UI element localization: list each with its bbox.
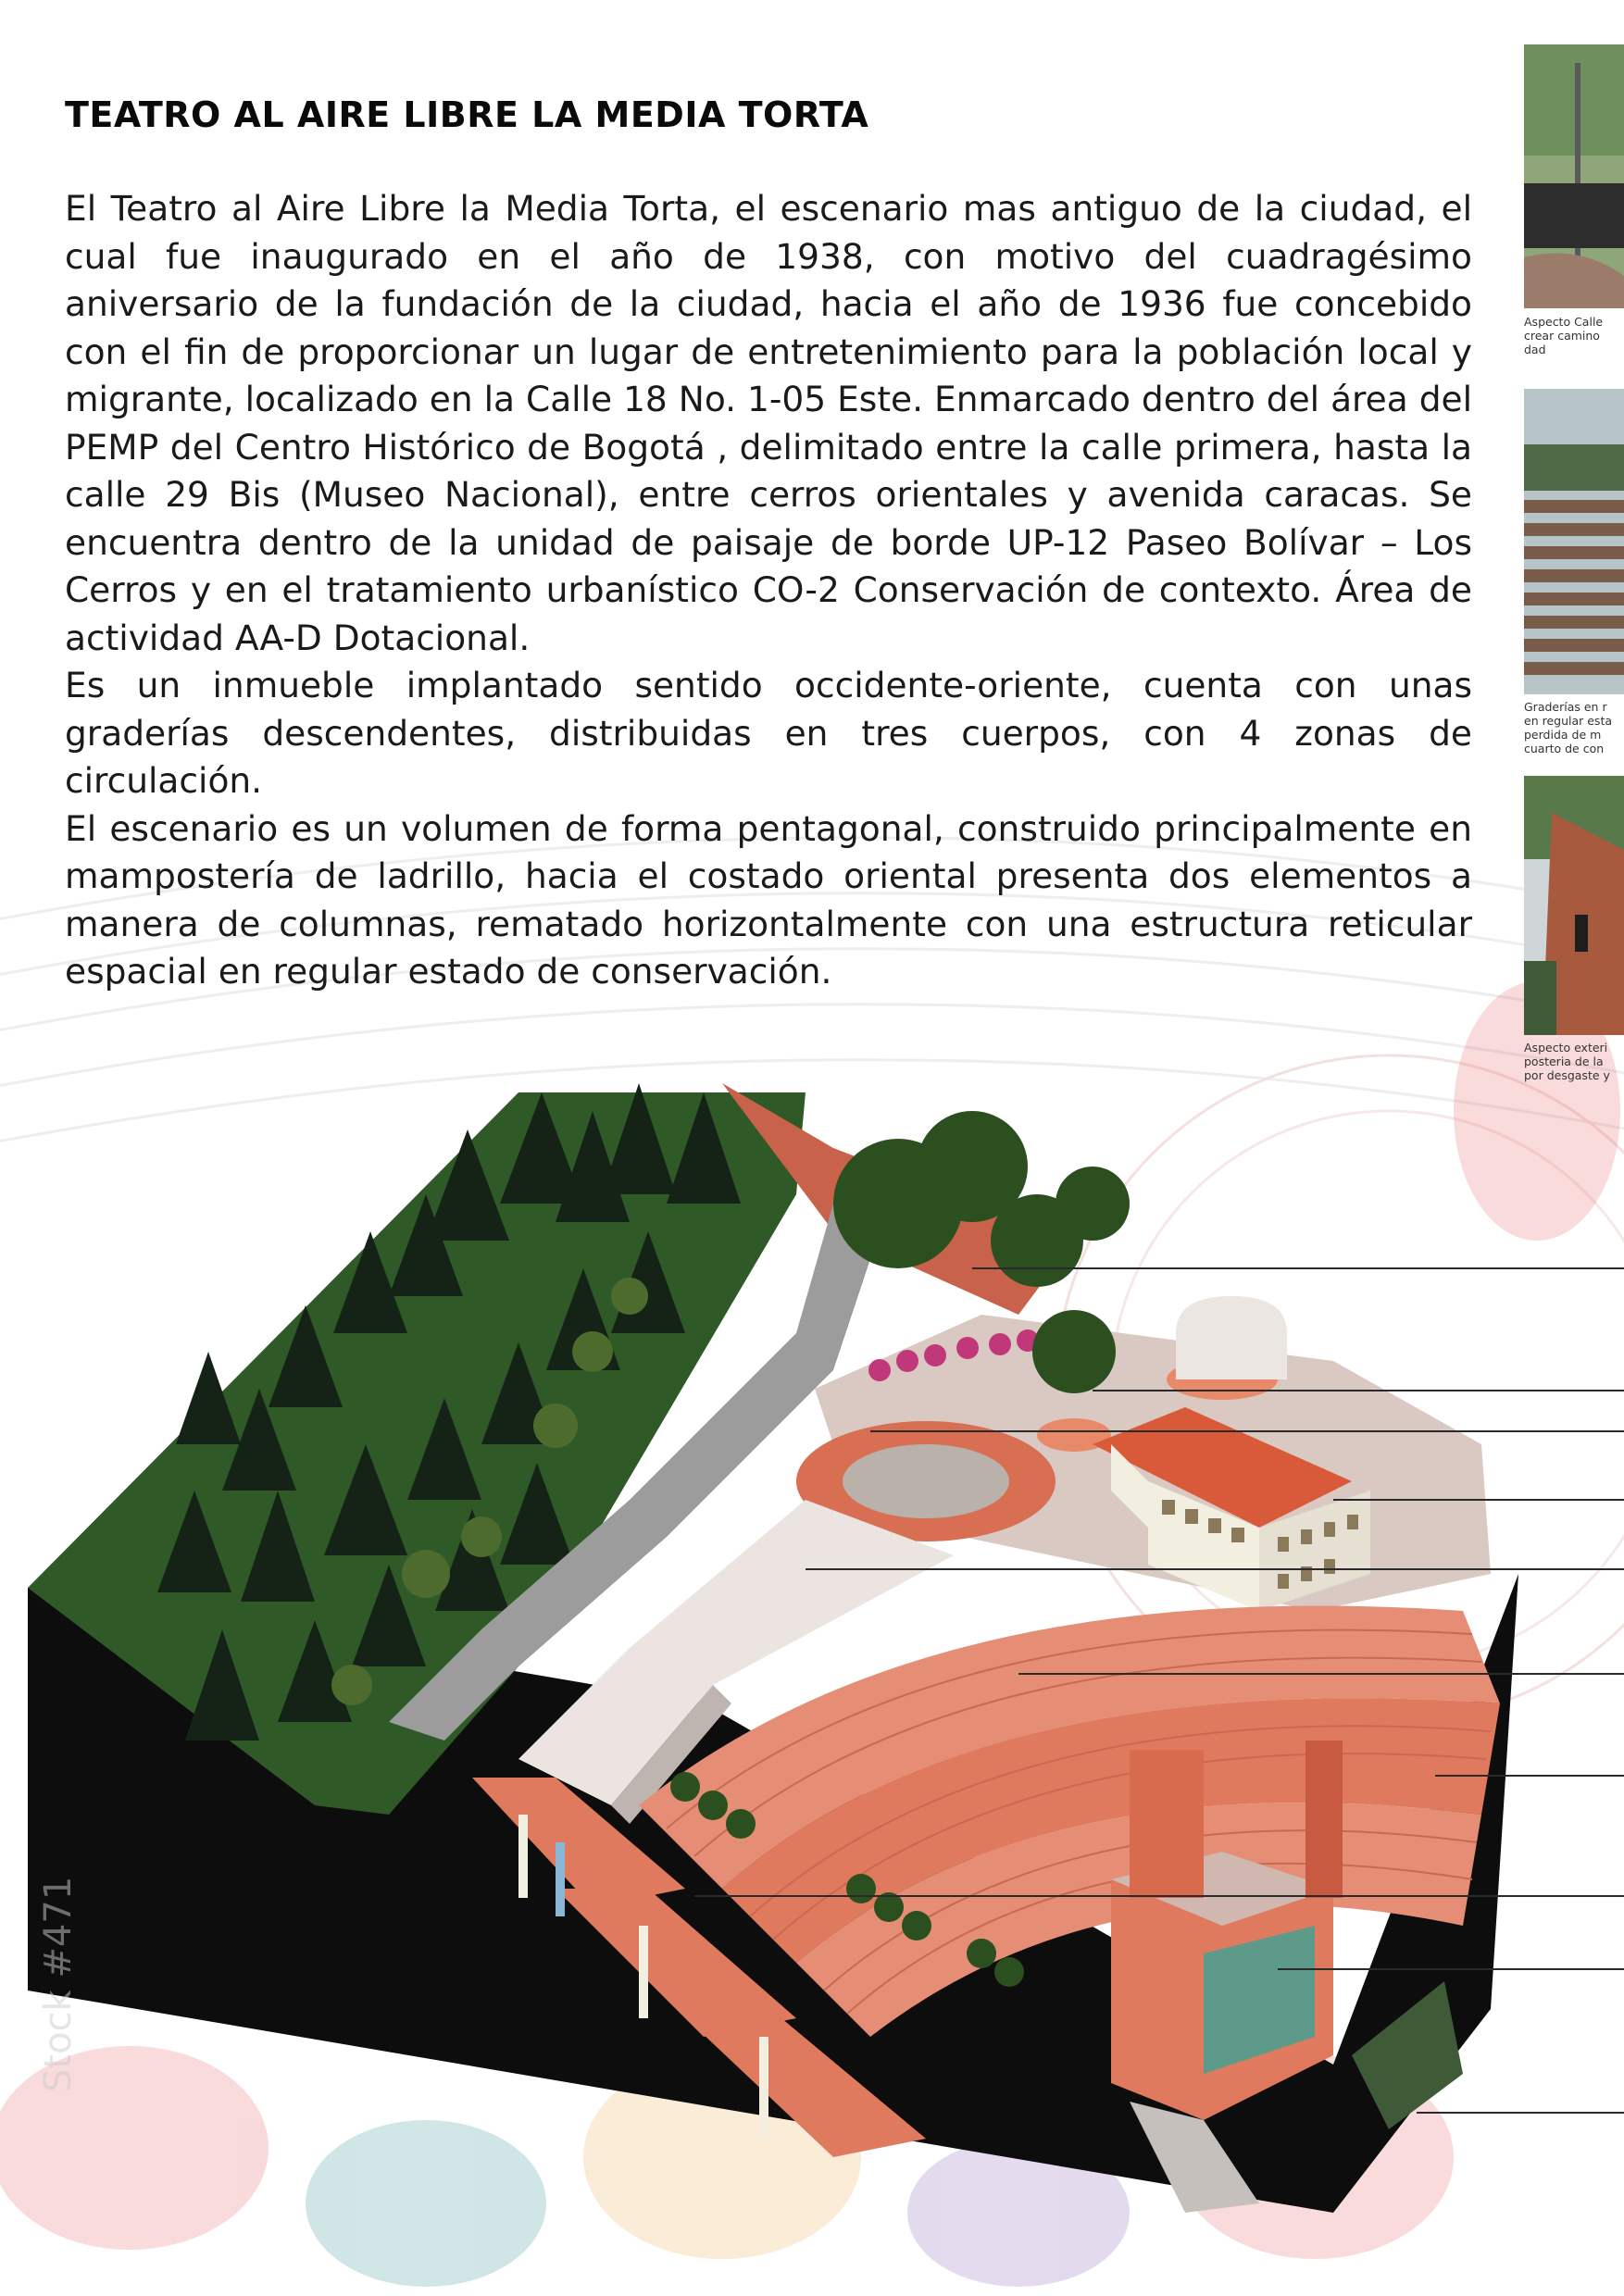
side-caption-exterior: Aspecto exteri posteria de la por desgaste y [1524,1041,1610,1082]
amphitheater-model-illustration [0,1055,1624,2296]
body-text [65,185,1472,996]
side-caption-stands: Graderías en r en regular esta perdida de m cuarto de con [1524,700,1613,755]
side-photo-strip [1524,44,1624,1082]
stock-watermark: Stock #471 [37,1876,80,2092]
document-title: TEATRO AL AIRE LIBRE LA MEDIA TORTA [65,94,869,135]
paragraph-location: El Teatro al Aire Libre la Media Torta, el escenario mas antiguo de la ciudad, el cual fue inaugurado en el año de 1938, con motivo del cuadragésimo aniversario de la fundación de la ciudad, hacia el año de 1936 fue concebido con el fin de proporcionar un lugar de entretenimiento para la población local y migrante, localizado en la Calle 18 No. 1-05 Este. Enmarcado dentro del área del PEMP del Centro Histórico de Bogotá , delimitado entre la calle primera, hasta la calle 29 Bis (Museo Nacional), entre cerros orientales y avenida caracas. Se encuentra dentro de la unidad de paisaje de borde UP-12 Paseo Bolívar – Los Cerros y en el tratamiento urbanístico CO-2 Conservación de contexto. Área de actividad AA-D Dotacional. [65,188,1472,658]
street-photo-icon [1524,44,1624,308]
paragraph-stage: El escenario es un volumen de forma pentagonal, construido principalmente en mampostería de ladrillo, hacia el costado oriental presenta dos elementos a manera de columnas, rematado horizontalmente con una estructura reticular espacial en regular estado de conservación. [65,807,1472,992]
paragraph-seating: Es un inmueble implantado sentido occidente-oriente, cuenta con unas graderías descendentes, distribuidas en tres cuerpos, con 4 zonas de circulación. [65,665,1472,801]
side-photo-street [1524,44,1624,308]
exterior-photo-icon [1524,776,1624,1035]
side-photo-exterior [1524,776,1624,1035]
side-caption-street: Aspecto Calle crear camino dad [1524,315,1604,356]
stands-photo-icon [1524,389,1624,694]
side-photo-stands [1524,389,1624,694]
